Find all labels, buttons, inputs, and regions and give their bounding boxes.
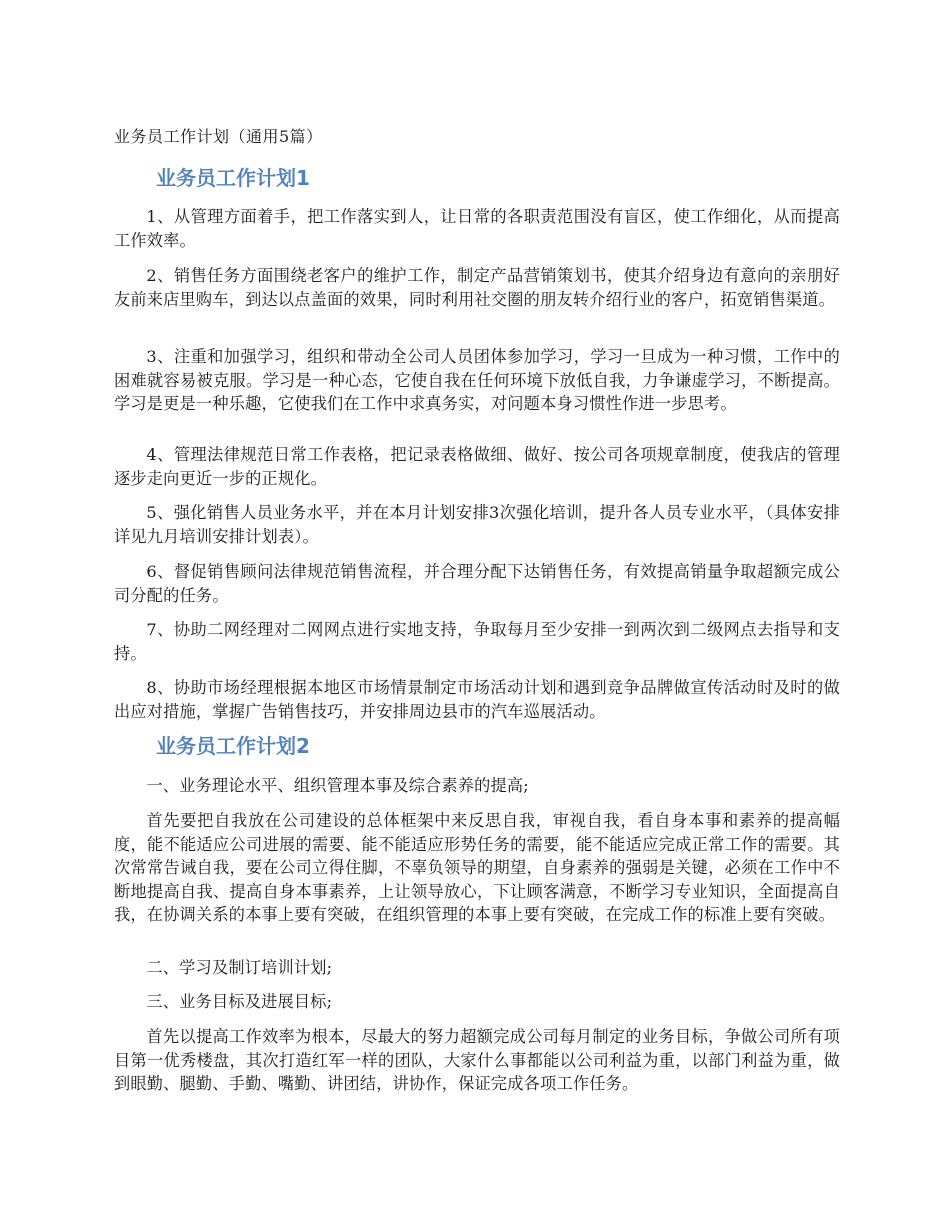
document-title: 业务员工作计划（通用5篇） bbox=[114, 127, 323, 146]
paragraph: 8、协助市场经理根据本地区市场情景制定市场活动计划和遇到竞争品牌做宣传活动时及时的做出应对措施，掌握广告销售技巧，并安排周边县市的汽车巡展活动。 bbox=[114, 678, 840, 721]
paragraph: 二、学习及制订培训计划; bbox=[146, 958, 333, 977]
paragraph: 2、销售任务方面围绕老客户的维护工作，制定产品营销策划书，使其介绍身边有意向的亲朋好友前来店里购车，到达以点盖面的效果，同时利用社交圈的朋友转介绍行业的客户，拓宽销售渠道。 bbox=[114, 266, 840, 309]
section-heading-2: 业务员工作计划2 bbox=[156, 734, 310, 758]
paragraph: 6、督促销售顾问法律规范销售流程，并合理分配下达销售任务，有效提高销量争取超额完成公司分配的任务。 bbox=[114, 562, 840, 605]
paragraph: 7、协助二网经理对二网网点进行实地支持，争取每月至少安排一到两次到二级网点去指导和支持。 bbox=[114, 620, 840, 663]
paragraph: 4、管理法律规范日常工作表格，把记录表格做细、做好、按公司各项规章制度，使我店的管理逐步走向更近一步的正规化。 bbox=[114, 445, 840, 488]
paragraph: 1、从管理方面着手，把工作落实到人，让日常的各职责范围没有盲区，使工作细化，从而提高工作效率。 bbox=[114, 207, 840, 250]
paragraph: 5、强化销售人员业务水平，并在本月计划安排3次强化培训，提升各人员专业水平，（具体安排详见九月培训安排计划表）。 bbox=[114, 503, 840, 546]
paragraph: 三、业务目标及进展目标; bbox=[146, 992, 333, 1011]
section-heading-1: 业务员工作计划1 bbox=[156, 166, 310, 190]
paragraph: 3、注重和加强学习，组织和带动全公司人员团体参加学习，学习一旦成为一种习惯，工作中的困难就容易被克服。学习是一种心态，它使自我在任何环境下放低自我，力争谦虚学习，不断提高。学习是更是一种乐趣，它使我们在工作中求真务实，对问题本身习惯性作进一步思考。 bbox=[114, 347, 840, 413]
paragraph: 首先要把自我放在公司建设的总体框架中来反思自我，审视自我，看自身本事和素养的提高幅度，能不能适应公司进展的需要、能不能适应形势任务的需要，能不能适应完成正常工作的需要。其次常常告诫自我，要在公司立得住脚，不辜负领导的期望，自身素养的强弱是关键，必须在工作中不断地提高自我、提高自身本事素养，上让领导放心，下让顾客满意，不断学习专业知识，全面提高自我，在协调关系的本事上要有突破，在组织管理的本事上要有突破，在完成工作的标准上要有突破。 bbox=[114, 811, 840, 924]
paragraph: 首先以提高工作效率为根本，尽最大的努力超额完成公司每月制定的业务目标，争做公司所有项目第一优秀楼盘，其次打造红军一样的团队，大家什么事都能以公司利益为重，以部门利益为重，做到眼勤、腿勤、手勤、嘴勤、讲团结，讲协作，保证完成各项工作任务。 bbox=[114, 1027, 840, 1093]
paragraph: 一、业务理论水平、组织管理本事及综合素养的提高; bbox=[146, 776, 529, 795]
